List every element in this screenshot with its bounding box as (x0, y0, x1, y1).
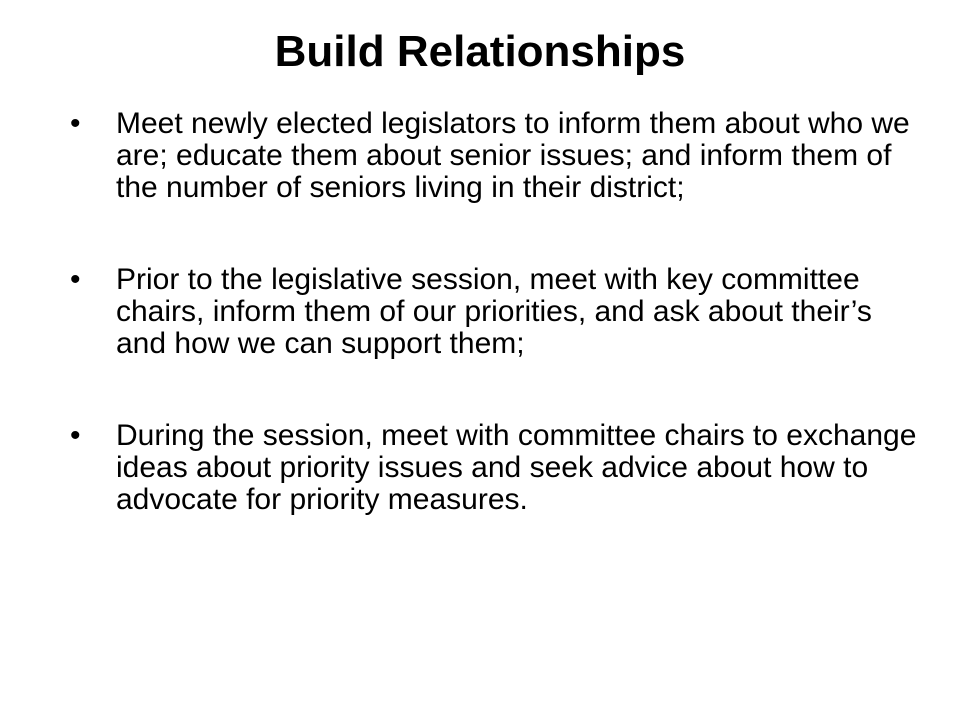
bullet-item (70, 108, 930, 204)
bullet-text: Prior to the legislative session, meet with key committee chairs, inform them of our priorities, and ask about their’s and how we can support them; (116, 263, 872, 360)
bullet-item (70, 420, 930, 516)
bullet-text: During the session, meet with committee chairs to exchange ideas about priority issues and seek advice about how to advocate for priority measures. (116, 419, 917, 516)
bullet-dot-icon: • (70, 107, 81, 140)
bullet-dot-icon: • (70, 419, 81, 452)
bullet-item (70, 264, 930, 360)
bullet-list (70, 108, 930, 576)
bullet-dot-icon: • (70, 263, 81, 296)
slide-title: Build Relationships (274, 27, 686, 76)
bullet-text: Meet newly elected legislators to inform them about who we are; educate them about senior issues; and inform them of the number of seniors living in their district; (116, 107, 910, 204)
